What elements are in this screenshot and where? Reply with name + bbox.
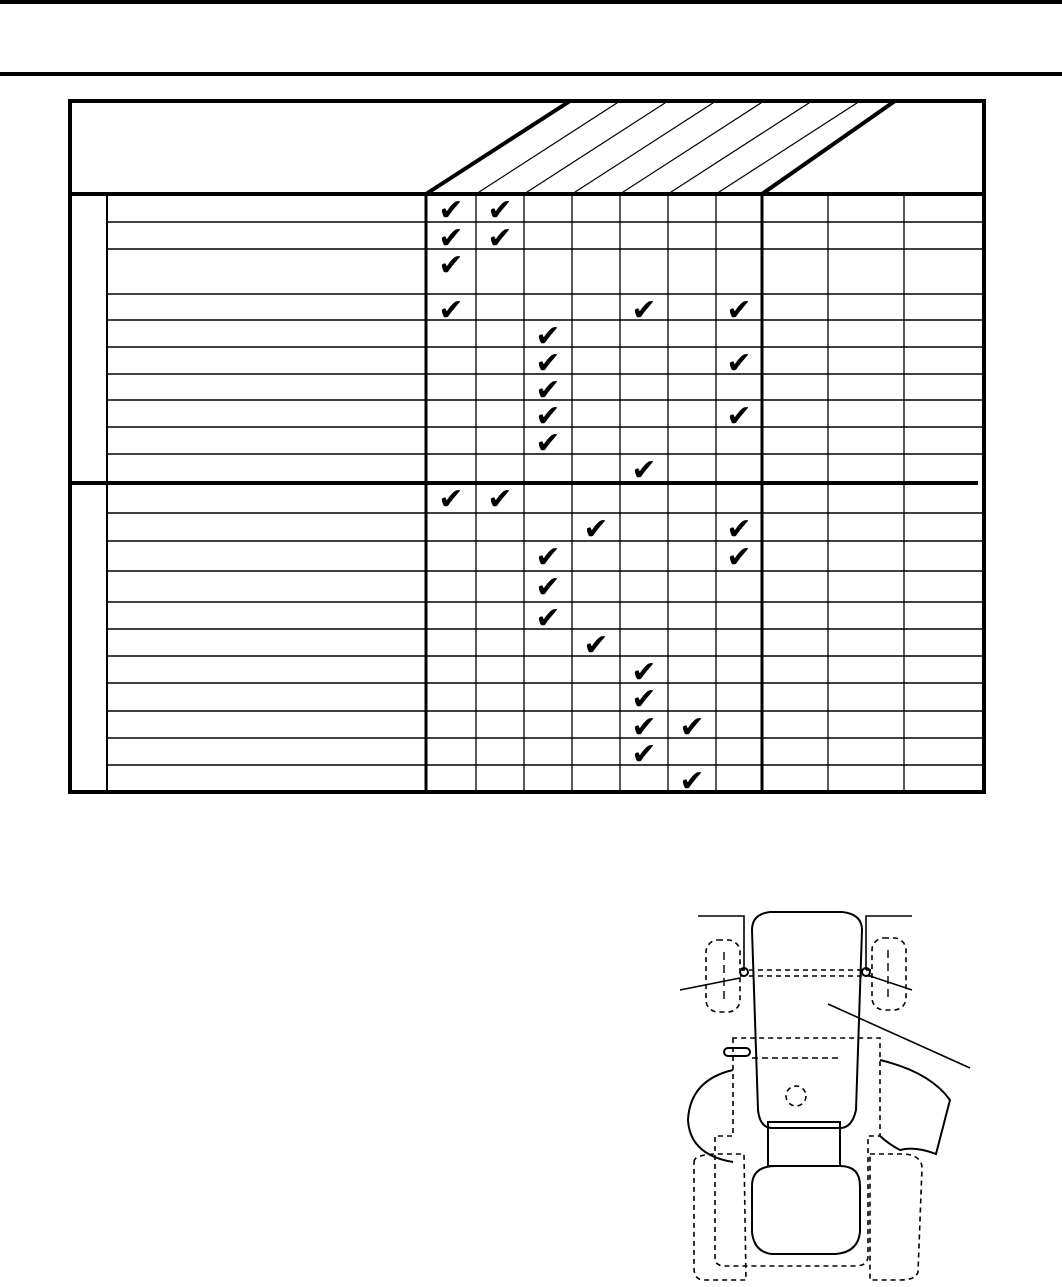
check-mark: ✔ <box>438 221 464 256</box>
check-mark: ✔ <box>726 346 752 381</box>
seat <box>752 1166 860 1254</box>
front-wheel-right <box>872 938 906 1010</box>
check-mark: ✔ <box>535 426 561 461</box>
check-mark: ✔ <box>679 710 705 745</box>
check-mark: ✔ <box>679 764 705 799</box>
header-diagonal-line <box>668 101 812 194</box>
tractor-hood <box>752 912 862 1128</box>
header-diagonal-line <box>716 101 860 194</box>
check-mark: ✔ <box>487 482 513 517</box>
check-mark: ✔ <box>535 319 561 354</box>
header-diagonal-line <box>620 101 764 194</box>
check-mark: ✔ <box>535 373 561 408</box>
check-mark: ✔ <box>631 682 657 717</box>
check-mark: ✔ <box>631 453 657 488</box>
check-mark: ✔ <box>535 399 561 434</box>
check-mark: ✔ <box>726 293 752 328</box>
discharge-left <box>688 1070 733 1162</box>
check-mark: ✔ <box>535 540 561 575</box>
check-mark: ✔ <box>726 512 752 547</box>
mower-deck-outline <box>715 1038 880 1266</box>
check-mark: ✔ <box>535 601 561 636</box>
check-mark: ✔ <box>583 512 609 547</box>
check-mark: ✔ <box>438 193 464 228</box>
discharge-chute-right <box>880 1060 950 1154</box>
check-mark: ✔ <box>487 221 513 256</box>
tractor-top-view-illustration <box>0 900 1062 1287</box>
check-mark: ✔ <box>438 248 464 283</box>
check-mark: ✔ <box>726 399 752 434</box>
check-mark: ✔ <box>487 193 513 228</box>
rear-wheel-right <box>870 1154 922 1280</box>
steering-post <box>786 1086 806 1106</box>
check-mark: ✔ <box>438 293 464 328</box>
check-mark: ✔ <box>631 655 657 690</box>
front-wheel-left <box>706 940 740 1012</box>
check-mark: ✔ <box>583 628 609 663</box>
check-mark: ✔ <box>631 710 657 745</box>
rear-wheel-left <box>694 1154 746 1280</box>
check-mark: ✔ <box>631 737 657 772</box>
check-mark: ✔ <box>535 346 561 381</box>
callout-bracket-right <box>866 916 912 970</box>
check-mark: ✔ <box>726 540 752 575</box>
check-mark: ✔ <box>535 570 561 605</box>
callout-leader-hood <box>828 1004 970 1068</box>
table-outer-border <box>70 101 984 792</box>
check-mark: ✔ <box>438 482 464 517</box>
header-diagonal-heavy <box>762 101 895 194</box>
callout-leader-left <box>680 978 740 990</box>
lift-lever <box>724 1048 750 1056</box>
check-mark: ✔ <box>631 293 657 328</box>
header-diagonal-line <box>572 101 716 194</box>
